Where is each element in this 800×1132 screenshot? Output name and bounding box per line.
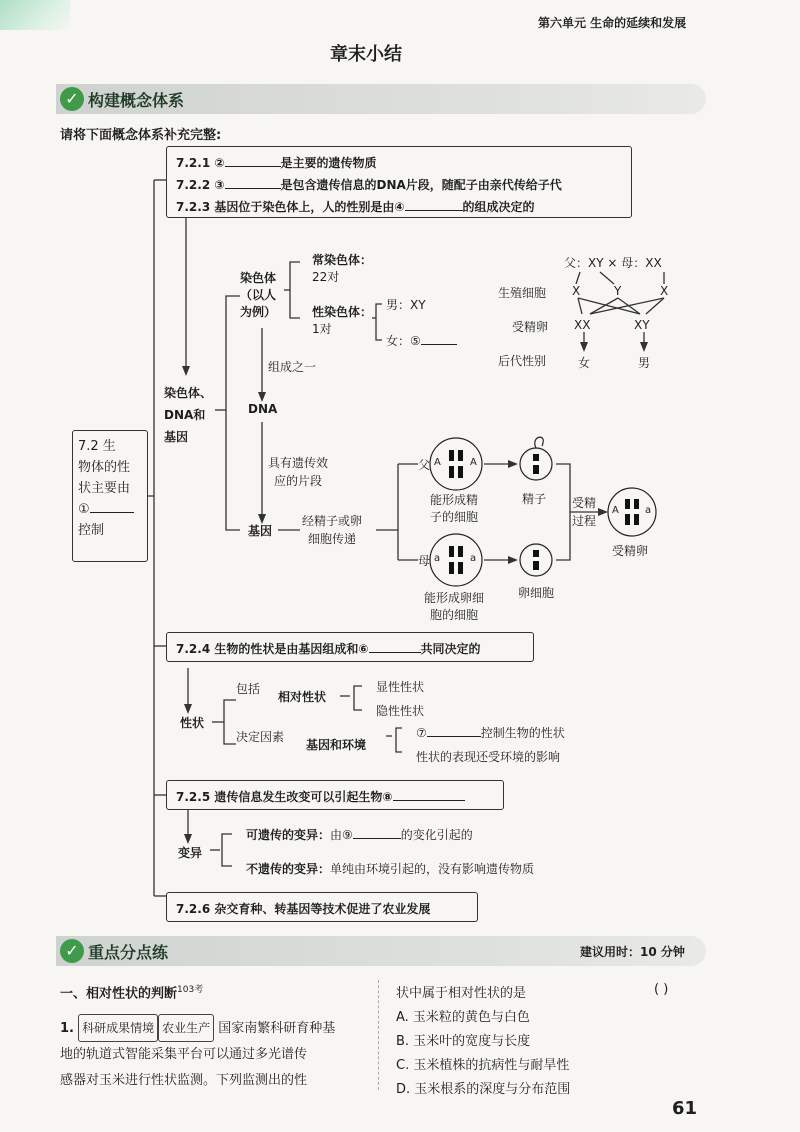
sex-chrom: 性染色体： 1对 xyxy=(312,305,373,336)
sex-male: 男 xyxy=(638,356,651,370)
sperm-label: 精子 xyxy=(522,492,547,506)
allele-sperm-left: A xyxy=(434,457,441,468)
recessive: 隐性性状 xyxy=(376,704,425,718)
gamete-x2: X xyxy=(660,284,669,298)
question-stem: 1. 科研成果情境 农业生产 国家南繁科研育种基 地的轨道式智能采集平台可以通过多光谱传 感器对玉米进行性状监测。下列监测出的性 xyxy=(60,1014,370,1094)
option-d[interactable]: D. 玉米根系的深度与分布范围 xyxy=(396,1082,571,1097)
top-box-text: 7.2.1 ② 是主要的遗传物质 7.2.2 ③ 是包含遗传信息的DNA片段，随配子由亲代传给子代 7.2.3 基因位于染色体上，人的性别是由④ 的组成决定的 xyxy=(176,156,562,214)
check-icon: ✓ xyxy=(60,939,84,963)
zygote-row-label: 受精卵 xyxy=(512,320,549,334)
dominant: 显性性状 xyxy=(376,680,425,694)
question-heading: 一、相对性状的判断$^{103考}$ xyxy=(60,985,204,1002)
part-of: 组成之一 xyxy=(268,360,317,374)
zygote-xy: XY xyxy=(634,318,650,332)
gamete-label: 生殖细胞 xyxy=(498,286,547,300)
allele-sperm-right: A xyxy=(470,457,477,468)
gamete-x1: X xyxy=(572,284,581,298)
gene-env: 基因和环境 xyxy=(306,738,367,752)
variation-label: 变异 xyxy=(178,846,203,860)
fert-label: 受精 过程 xyxy=(572,496,597,528)
father-label: 父 xyxy=(418,458,431,472)
chrom-label: 染色体 （以人 为例） xyxy=(240,271,277,319)
trait-factor: 决定因素 xyxy=(236,730,285,744)
page-number: 61 xyxy=(672,1098,698,1119)
sperm-tail xyxy=(535,437,543,448)
box-725-text: 7.2.5 遗传信息发生改变可以引起生物⑧ xyxy=(176,788,465,805)
instruction: 请将下面概念体系补充完整: xyxy=(60,128,222,143)
mother-label: 母 xyxy=(418,554,431,568)
autosome: 常染色体： 22对 xyxy=(312,253,373,284)
check-icon: ✓ xyxy=(60,87,84,111)
trait-label: 性状 xyxy=(180,716,205,730)
section-title-concept: 构建概念体系 xyxy=(88,91,185,110)
page-title: 章末小结 xyxy=(330,44,402,65)
egg-cell-label: 能形成卵细 胞的细胞 xyxy=(424,591,485,622)
root-text: 7.2 生 物体的性 状主要由 ① 控制 xyxy=(78,436,134,541)
option-b[interactable]: B. 玉米叶的宽度与长度 xyxy=(396,1034,531,1049)
option-c[interactable]: C. 玉米植株的抗病性与耐旱性 xyxy=(396,1058,570,1073)
gene-label: 基因 xyxy=(248,524,273,538)
trait-r2: 性状的表现还受环境的影响 xyxy=(416,750,561,764)
section-title-practice: 重点分点练 xyxy=(88,943,169,962)
gamete-y: Y xyxy=(614,284,622,298)
allele-egg-left: a xyxy=(434,553,441,564)
option-a[interactable]: A. 玉米粒的黄色与白色 xyxy=(396,1010,530,1025)
dna-label: DNA xyxy=(248,402,278,416)
allele-egg-right: a xyxy=(470,553,477,564)
sex-female: 女 xyxy=(578,356,591,370)
unit-header: 第六单元 生命的延续和发展 xyxy=(538,16,687,30)
pass-label: 经精子或卵 细胞传递 xyxy=(302,514,363,546)
allele-zygote-left: A xyxy=(612,505,619,516)
trait-r1: ⑦ 控制生物的性状 xyxy=(416,726,565,740)
relative-trait: 相对性状 xyxy=(278,690,327,704)
male-xy: 男：XY xyxy=(386,298,426,312)
column-divider xyxy=(378,980,379,1090)
zygote-label: 受精卵 xyxy=(612,544,649,558)
sperm-cell-label: 能形成精 子的细胞 xyxy=(430,493,479,524)
cross-parents: 父：XY × 母：XX xyxy=(564,256,662,270)
offspring-label: 后代性别 xyxy=(498,354,547,368)
suggested-time: 建议用时：10 分钟 xyxy=(580,945,685,959)
box-724-text: 7.2.4 生物的性状是由基因组成和⑥ 共同决定的 xyxy=(176,642,481,656)
zygote-xx: XX xyxy=(574,318,591,332)
answer-paren[interactable]: ( ) xyxy=(654,982,669,997)
segment-label: 具有遗传效 应的片段 xyxy=(268,456,329,488)
question-options: 状中属于相对性状的是 A. 玉米粒的黄色与白色 B. 玉米叶的宽度与长度 C. 玉米植株的抗病性与耐旱性 D. 玉米根系的深度与分布范围 xyxy=(396,982,570,1102)
box-726-text: 7.2.6 杂交育种、转基因等技术促进了农业发展 xyxy=(176,902,431,916)
trait-include: 包括 xyxy=(236,682,261,696)
egg-label: 卵细胞 xyxy=(518,586,555,600)
group-label: 染色体、 DNA和 基因 xyxy=(164,386,213,444)
heritable-variation: 可遗传的变异：由⑨ 的变化引起的 xyxy=(246,828,473,842)
female-blank: 女：⑤ xyxy=(386,332,457,349)
nonheritable-variation: 不遗传的变异：单纯由环境引起的，没有影响遗传物质 xyxy=(246,862,535,876)
allele-zygote-right: a xyxy=(645,505,652,516)
